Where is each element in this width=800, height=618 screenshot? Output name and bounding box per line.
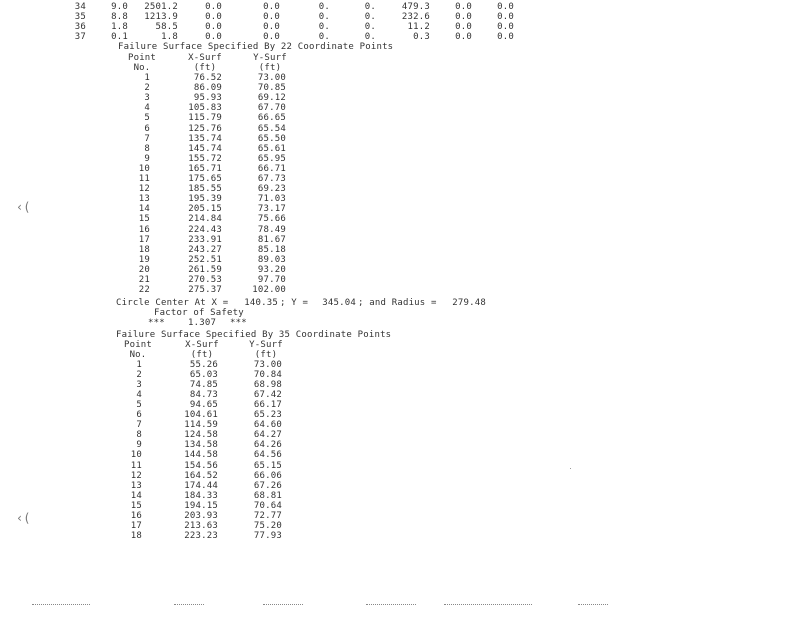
surface-1-y-value: 66.71 — [257, 163, 286, 174]
surface-1-x-value: 165.71 — [188, 163, 222, 174]
surface-2-y-value: 66.06 — [253, 470, 282, 481]
surface-2-point-no: 16 — [130, 510, 142, 521]
surface-2-point-no: 8 — [136, 430, 142, 441]
slice-table-cell: 2501.2 — [144, 2, 178, 12]
surface-2-point-no: 15 — [130, 500, 142, 511]
surface-1-point-no: 9 — [144, 153, 150, 164]
slice-table-cell: 0. — [318, 32, 330, 42]
slice-table-cell: 0.0 — [263, 2, 280, 12]
surface-1-x-value: 261.59 — [188, 264, 222, 275]
surface-2-point-no: 9 — [136, 440, 142, 451]
surface-2-y-value: 72.77 — [253, 510, 282, 521]
scan-artifact-dash — [174, 604, 204, 605]
scan-artifact-mark: ‹( — [16, 200, 31, 214]
surface-1-x-value: 145.74 — [188, 143, 222, 154]
slice-table-cell: 34 — [74, 2, 86, 12]
surface-1-y-value: 65.50 — [257, 133, 286, 144]
surface-1-y-value: 65.95 — [257, 153, 286, 164]
surface-1-y-value: 71.03 — [257, 194, 286, 205]
surface-1-y-value: 75.66 — [257, 214, 286, 225]
radius-value: 279.48 — [452, 298, 486, 308]
surface-1-y-value: 69.23 — [257, 184, 286, 195]
slice-table-cell: 0.0 — [455, 12, 472, 22]
surface-2-y-value: 67.26 — [253, 480, 282, 491]
surface-1-x-value: 233.91 — [188, 234, 222, 245]
slice-table-cell: 37 — [74, 32, 86, 42]
surface-2-x-value: 65.03 — [189, 370, 218, 381]
surface-2-point-no: 5 — [136, 400, 142, 411]
surface-2-x-value: 114.59 — [184, 420, 218, 431]
surface-1-point-no: 5 — [144, 113, 150, 124]
surface-1-point-no: 3 — [144, 93, 150, 104]
surface-1-y-value: 89.03 — [257, 254, 286, 265]
surface-2-x-value: 134.58 — [184, 440, 218, 451]
surface-1-x-value: 205.15 — [188, 204, 222, 215]
circle-center-x: 140.35 — [244, 298, 278, 308]
surface-2-x-value: 223.23 — [184, 530, 218, 541]
surface-1-x-value: 105.83 — [188, 103, 222, 114]
surface-2-point-no: 18 — [130, 530, 142, 541]
factor-of-safety-label: Factor of Safety — [154, 308, 244, 318]
slice-table-cell: 0. — [364, 22, 376, 32]
surface-2-point-no: 4 — [136, 390, 142, 401]
surface-1-heading: Failure Surface Specified By 22 Coordinate Points — [118, 42, 394, 52]
surface-1-point-no: 7 — [144, 133, 150, 144]
surface-2-x-value: 213.63 — [184, 520, 218, 531]
surface-1-x-value: 252.51 — [188, 254, 222, 265]
surface-1-y-value: 85.18 — [257, 244, 286, 255]
slice-table-cell: 1.8 — [161, 32, 178, 42]
surface-1-x-value: 224.43 — [188, 224, 222, 235]
slice-table-cell: 0.0 — [205, 2, 222, 12]
scan-artifact-dash — [263, 604, 303, 605]
surface-2-y-value: 75.20 — [253, 520, 282, 531]
surface-1-x-value: 175.65 — [188, 174, 222, 184]
scan-artifact-dash — [32, 604, 90, 605]
surface-1-point-no: 14 — [138, 204, 150, 215]
surface-2-point-no: 2 — [136, 370, 142, 381]
surface-2-point-no: 12 — [130, 470, 142, 481]
surface-2-heading: Failure Surface Specified By 35 Coordinate Points — [116, 330, 392, 340]
surface-1-point-no: 21 — [138, 275, 150, 285]
slice-table-cell: 58.5 — [155, 22, 178, 32]
surface-2-x-value: 84.73 — [189, 390, 218, 401]
surface-1-y-value: 73.17 — [257, 204, 286, 215]
slice-table-cell: 0.0 — [263, 12, 280, 22]
surface-2-x-value: 55.26 — [189, 360, 218, 370]
surface-2-point-no: 6 — [136, 410, 142, 421]
slice-table-cell: 0.0 — [497, 32, 514, 42]
slice-table-cell: 0.0 — [497, 2, 514, 12]
surface-1-point-no: 20 — [138, 264, 150, 275]
slice-table-cell: 0.0 — [455, 22, 472, 32]
surface-1-y-value: 73.00 — [257, 73, 286, 83]
slice-table-cell: 0.0 — [263, 32, 280, 42]
surface-1-x-value: 275.37 — [188, 285, 222, 296]
surface-2-no-header: No. — [129, 350, 147, 360]
surface-1-y-value: 65.61 — [257, 143, 286, 154]
surface-2-point-no: 3 — [136, 380, 142, 391]
surface-2-x-value: 94.65 — [189, 400, 218, 411]
surface-2-y-value: 67.42 — [253, 390, 282, 401]
surface-1-x-value: 195.39 — [188, 194, 222, 205]
factor-of-safety-value: 1.307 — [188, 318, 217, 328]
slice-table-cell: 0.0 — [263, 22, 280, 32]
slice-table-cell: 8.8 — [111, 12, 128, 22]
surface-1-y-value: 67.70 — [257, 103, 286, 114]
surface-1-y-value: 97.70 — [257, 275, 286, 285]
slice-table-cell: 0.3 — [413, 32, 430, 42]
slice-table-cell: 0. — [364, 32, 376, 42]
surface-1-y-value: 70.85 — [257, 83, 286, 94]
surface-1-x-value: 115.79 — [188, 113, 222, 124]
slice-table-cell: 0. — [318, 2, 330, 12]
surface-1-y-value: 67.73 — [257, 174, 286, 184]
surface-1-x-value: 76.52 — [193, 73, 222, 83]
slice-table-cell: 1.8 — [111, 22, 128, 32]
surface-1-point-no: 18 — [138, 244, 150, 255]
surface-2-x-header: X-Surf — [185, 340, 219, 350]
scan-artifact-mark: ‹( — [16, 511, 31, 525]
surface-1-y-value: 102.00 — [252, 285, 286, 296]
surface-2-x-value: 144.58 — [184, 450, 218, 461]
surface-1-point-no: 11 — [138, 174, 150, 184]
slice-table-cell: 0.0 — [205, 12, 222, 22]
slice-table-cell: 0. — [364, 12, 376, 22]
slice-table-cell: 1213.9 — [144, 12, 178, 22]
slice-table-cell: 479.3 — [401, 2, 430, 12]
surface-1-y-value: 93.20 — [257, 264, 286, 275]
surface-1-point-no: 2 — [144, 83, 150, 94]
factor-marker-left: *** — [148, 318, 165, 328]
surface-2-y-value: 66.17 — [253, 400, 282, 411]
surface-1-point-no: 17 — [138, 234, 150, 245]
surface-2-x-value: 74.85 — [189, 380, 218, 391]
factor-marker-right: *** — [230, 318, 247, 328]
surface-1-y-unit: (ft) — [258, 63, 282, 73]
circle-center-label: Circle Center At X = — [116, 298, 229, 308]
surface-2-y-value: 70.64 — [253, 500, 282, 511]
slice-table-cell: 0.0 — [455, 2, 472, 12]
slice-table-cell: 9.0 — [111, 2, 128, 12]
slice-table-cell: 11.2 — [407, 22, 430, 32]
surface-2-x-unit: (ft) — [190, 350, 214, 360]
surface-2-y-value: 77.93 — [253, 530, 282, 541]
surface-1-y-value: 81.67 — [257, 234, 286, 245]
surface-1-point-no: 13 — [138, 194, 150, 205]
surface-1-x-value: 214.84 — [188, 214, 222, 225]
surface-1-point-no: 6 — [144, 123, 150, 134]
surface-1-point-no: 16 — [138, 224, 150, 235]
scan-artifact-dash — [578, 604, 608, 605]
surface-1-point-no: 1 — [144, 73, 150, 83]
surface-2-y-value: 65.15 — [253, 460, 282, 471]
surface-1-y-value: 78.49 — [257, 224, 286, 235]
surface-2-y-value: 68.81 — [253, 490, 282, 501]
surface-1-x-unit: (ft) — [193, 63, 217, 73]
surface-2-point-no: 13 — [130, 480, 142, 491]
surface-2-y-value: 68.98 — [253, 380, 282, 391]
surface-2-x-value: 164.52 — [184, 470, 218, 481]
surface-2-y-value: 70.84 — [253, 370, 282, 381]
surface-2-y-value: 64.60 — [253, 420, 282, 431]
slice-table-cell: 0. — [318, 22, 330, 32]
slice-table-cell: 0.0 — [497, 12, 514, 22]
surface-1-y-value: 66.65 — [257, 113, 286, 124]
surface-2-point-no: 7 — [136, 420, 142, 431]
circle-center-y: 345.04 — [322, 298, 356, 308]
surface-1-x-header: X-Surf — [188, 53, 222, 63]
slice-table-cell: 0.0 — [455, 32, 472, 42]
surface-1-y-value: 65.54 — [257, 123, 286, 134]
surface-1-y-value: 69.12 — [257, 93, 286, 104]
surface-2-y-value: 65.23 — [253, 410, 282, 421]
slice-table-cell: 36 — [74, 22, 86, 32]
slice-table-cell: 0.0 — [205, 22, 222, 32]
surface-2-y-value: 73.00 — [253, 360, 282, 370]
surface-2-y-value: 64.27 — [253, 430, 282, 441]
scan-artifact-dash — [366, 604, 416, 605]
surface-2-x-value: 154.56 — [184, 460, 218, 471]
surface-2-y-value: 64.26 — [253, 440, 282, 451]
scan-artifact-dot — [570, 468, 571, 469]
slice-table-cell: 0.0 — [205, 32, 222, 42]
scan-artifact-dash — [444, 604, 532, 605]
radius-label: ; and Radius = — [358, 298, 437, 308]
surface-2-point-no: 10 — [130, 450, 142, 461]
slice-table-cell: 0. — [364, 2, 376, 12]
surface-2-point-no: 11 — [130, 460, 142, 471]
surface-1-y-header: Y-Surf — [253, 53, 287, 63]
surface-2-x-value: 124.58 — [184, 430, 218, 441]
surface-1-x-value: 270.53 — [188, 275, 222, 285]
surface-1-x-value: 243.27 — [188, 244, 222, 255]
slice-table-cell: 0.1 — [111, 32, 128, 42]
surface-1-x-value: 95.93 — [193, 93, 222, 104]
surface-1-point-no: 12 — [138, 184, 150, 195]
surface-1-no-header: No. — [133, 63, 151, 73]
surface-2-point-no: 17 — [130, 520, 142, 531]
surface-2-point-no: 14 — [130, 490, 142, 501]
surface-1-point-no: 10 — [138, 163, 150, 174]
surface-1-x-value: 185.55 — [188, 184, 222, 195]
surface-1-x-value: 86.09 — [193, 83, 222, 94]
surface-2-point-header: Point — [123, 340, 153, 350]
surface-2-y-header: Y-Surf — [249, 340, 283, 350]
surface-1-point-no: 8 — [144, 143, 150, 154]
surface-1-point-no: 19 — [138, 254, 150, 265]
slice-table-cell: 0. — [318, 12, 330, 22]
surface-2-y-value: 64.56 — [253, 450, 282, 461]
surface-2-x-value: 104.61 — [184, 410, 218, 421]
surface-1-x-value: 135.74 — [188, 133, 222, 144]
surface-1-point-no: 4 — [144, 103, 150, 114]
slice-table-cell: 35 — [74, 12, 86, 22]
surface-1-x-value: 155.72 — [188, 153, 222, 164]
slice-table-cell: 232.6 — [401, 12, 430, 22]
surface-1-point-header: Point — [127, 53, 157, 63]
surface-2-x-value: 203.93 — [184, 510, 218, 521]
surface-2-x-value: 194.15 — [184, 500, 218, 511]
surface-1-point-no: 22 — [138, 285, 150, 296]
surface-1-x-value: 125.76 — [188, 123, 222, 134]
surface-2-x-value: 174.44 — [184, 480, 218, 491]
slice-table-cell: 0.0 — [497, 22, 514, 32]
surface-2-y-unit: (ft) — [254, 350, 278, 360]
circle-center-y-label: ; Y = — [280, 298, 309, 308]
surface-2-x-value: 184.33 — [184, 490, 218, 501]
surface-1-point-no: 15 — [138, 214, 150, 225]
surface-2-point-no: 1 — [136, 360, 142, 370]
